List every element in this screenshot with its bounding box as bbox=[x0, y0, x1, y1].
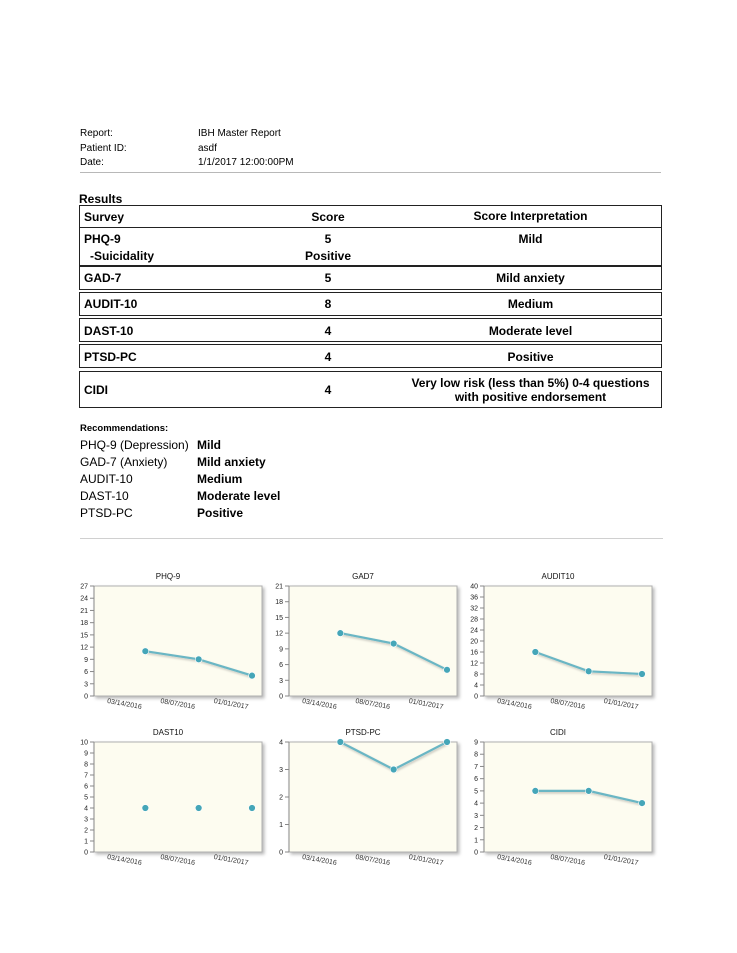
x-tick-label: 08/07/2016 bbox=[354, 697, 391, 711]
data-point bbox=[444, 666, 451, 673]
y-tick-label: 0 bbox=[474, 693, 478, 701]
x-tick-label: 03/14/2016 bbox=[301, 697, 338, 711]
recommendation-label: DAST-10 bbox=[80, 489, 129, 503]
y-tick-label: 3 bbox=[84, 816, 88, 824]
x-tick-label: 08/07/2016 bbox=[549, 697, 586, 711]
patient-id-value: asdf bbox=[198, 143, 217, 154]
recommendation-value: Mild anxiety bbox=[197, 455, 266, 469]
x-tick-label: 08/07/2016 bbox=[354, 853, 391, 867]
recommendation-value: Positive bbox=[197, 506, 244, 520]
header-survey: Survey bbox=[84, 210, 125, 224]
y-tick-label: 12 bbox=[470, 660, 478, 668]
chart-title: PHQ-9 bbox=[155, 572, 181, 581]
y-tick-label: 21 bbox=[275, 583, 283, 591]
y-tick-label: 20 bbox=[470, 638, 478, 646]
y-tick-label: 36 bbox=[470, 594, 478, 602]
row-score: 5 bbox=[324, 271, 332, 285]
row-interpretation: Mild bbox=[518, 232, 543, 246]
y-tick-label: 5 bbox=[84, 794, 88, 802]
recommendation-label: PHQ-9 (Depression) bbox=[80, 438, 189, 452]
y-tick-label: 16 bbox=[470, 649, 478, 657]
data-point bbox=[532, 787, 539, 794]
y-tick-label: 4 bbox=[279, 739, 283, 747]
y-tick-label: 7 bbox=[474, 763, 478, 771]
recommendation-label: PTSD-PC bbox=[80, 506, 133, 520]
row-survey: CIDI bbox=[84, 383, 108, 397]
chart-2 bbox=[275, 572, 457, 711]
recommendation-value: Medium bbox=[197, 472, 243, 486]
recommendations-title: Recommendations: bbox=[80, 423, 169, 434]
y-tick-label: 18 bbox=[80, 620, 88, 628]
y-tick-label: 1 bbox=[279, 822, 283, 829]
y-tick-label: 18 bbox=[275, 599, 283, 607]
row-score: 8 bbox=[324, 297, 332, 311]
x-tick-label: 03/14/2016 bbox=[496, 853, 533, 867]
chart-4 bbox=[80, 728, 262, 867]
chart-1 bbox=[80, 572, 262, 711]
data-point bbox=[195, 656, 202, 663]
y-tick-label: 2 bbox=[84, 827, 88, 835]
y-tick-label: 8 bbox=[474, 751, 478, 759]
data-point bbox=[142, 648, 149, 655]
x-tick-label: 01/01/2017 bbox=[408, 853, 444, 867]
data-point bbox=[337, 739, 344, 746]
y-tick-label: 3 bbox=[84, 681, 88, 689]
y-tick-label: 10 bbox=[80, 739, 88, 747]
chart-3 bbox=[470, 572, 652, 711]
row-survey: PHQ-9 bbox=[84, 232, 121, 246]
report-label: Report: bbox=[80, 128, 113, 139]
x-tick-label: 01/01/2017 bbox=[213, 853, 249, 867]
header-interpretation: Score Interpretation bbox=[473, 209, 588, 223]
data-point bbox=[249, 672, 256, 679]
recommendation-value: Mild bbox=[197, 438, 221, 452]
row-survey: DAST-10 bbox=[84, 324, 134, 338]
x-tick-label: 03/14/2016 bbox=[106, 697, 143, 711]
y-tick-label: 4 bbox=[474, 800, 478, 808]
y-tick-label: 2 bbox=[279, 794, 283, 802]
x-tick-label: 03/14/2016 bbox=[301, 853, 338, 867]
y-tick-label: 21 bbox=[80, 607, 88, 615]
data-point bbox=[390, 766, 397, 773]
y-tick-label: 7 bbox=[84, 772, 88, 780]
data-point bbox=[639, 800, 646, 807]
y-tick-label: 9 bbox=[84, 750, 88, 758]
header-score: Score bbox=[311, 210, 345, 224]
y-tick-label: 6 bbox=[84, 669, 88, 677]
chart-title: CIDI bbox=[550, 728, 566, 737]
y-tick-label: 40 bbox=[470, 583, 478, 591]
chart-plot-area bbox=[484, 742, 652, 852]
y-tick-label: 15 bbox=[80, 632, 88, 640]
row-interpretation: Positive bbox=[507, 350, 554, 364]
x-tick-label: 08/07/2016 bbox=[549, 853, 586, 867]
chart-plot-area bbox=[94, 742, 262, 852]
row-survey: PTSD-PC bbox=[84, 350, 137, 364]
y-tick-label: 8 bbox=[84, 761, 88, 769]
report-value: IBH Master Report bbox=[198, 128, 281, 139]
y-tick-label: 24 bbox=[80, 595, 88, 603]
recommendation-value: Moderate level bbox=[197, 489, 281, 503]
chart-plot-area bbox=[289, 586, 457, 696]
y-tick-label: 32 bbox=[470, 605, 478, 613]
row-interpretation: Moderate level bbox=[488, 324, 573, 338]
row-survey: GAD-7 bbox=[84, 271, 122, 285]
y-tick-label: 24 bbox=[470, 627, 478, 635]
data-point bbox=[585, 668, 592, 675]
data-point bbox=[249, 805, 256, 812]
data-point bbox=[585, 787, 592, 794]
recommendation-label: AUDIT-10 bbox=[80, 472, 133, 486]
x-tick-label: 03/14/2016 bbox=[106, 853, 143, 867]
y-tick-label: 15 bbox=[275, 614, 283, 622]
y-tick-label: 27 bbox=[80, 583, 88, 591]
y-tick-label: 5 bbox=[474, 788, 478, 796]
row-interpretation: Very low risk (less than 5%) 0-4 questions with positive endorsement bbox=[411, 376, 650, 404]
x-tick-label: 08/07/2016 bbox=[159, 697, 196, 711]
x-tick-label: 03/14/2016 bbox=[496, 697, 533, 711]
y-tick-label: 6 bbox=[279, 662, 283, 670]
patient-id-label: Patient ID: bbox=[80, 143, 127, 154]
chart-title: DAST10 bbox=[152, 728, 184, 737]
row-score: 5 bbox=[324, 232, 332, 246]
x-tick-label: 08/07/2016 bbox=[159, 853, 196, 867]
chart-title: PTSD-PC bbox=[345, 728, 381, 737]
y-tick-label: 9 bbox=[84, 656, 88, 664]
chart-title: GAD7 bbox=[352, 572, 374, 581]
x-tick-label: 01/01/2017 bbox=[213, 697, 249, 711]
row-interpretation: Mild anxiety bbox=[496, 271, 565, 285]
y-tick-label: 0 bbox=[474, 849, 478, 857]
recommendation-label: GAD-7 (Anxiety) bbox=[80, 455, 168, 469]
data-point bbox=[444, 739, 451, 746]
row-score: 4 bbox=[324, 350, 332, 364]
y-tick-label: 6 bbox=[84, 783, 88, 791]
data-point bbox=[639, 671, 646, 678]
y-tick-label: 9 bbox=[279, 646, 283, 654]
y-tick-label: 0 bbox=[279, 849, 283, 857]
chart-6 bbox=[474, 728, 652, 867]
x-tick-label: 01/01/2017 bbox=[603, 853, 639, 867]
y-tick-label: 3 bbox=[474, 812, 478, 820]
y-tick-label: 4 bbox=[84, 805, 88, 813]
chart-5 bbox=[279, 728, 457, 867]
y-tick-label: 2 bbox=[474, 825, 478, 833]
y-tick-label: 4 bbox=[474, 682, 478, 690]
y-tick-label: 1 bbox=[474, 837, 478, 845]
row-score: 4 bbox=[324, 324, 332, 338]
data-point bbox=[195, 805, 202, 812]
y-tick-label: 1 bbox=[84, 838, 88, 846]
chart-plot-area bbox=[94, 586, 262, 696]
y-tick-label: 0 bbox=[84, 693, 88, 701]
y-tick-label: 12 bbox=[80, 644, 88, 652]
y-tick-label: 3 bbox=[279, 677, 283, 685]
row-sub-survey: -Suicidality bbox=[90, 249, 155, 263]
chart-title: AUDIT10 bbox=[541, 572, 575, 581]
y-tick-label: 0 bbox=[279, 693, 283, 701]
data-point bbox=[142, 805, 149, 812]
row-interpretation: Medium bbox=[507, 297, 554, 311]
row-score: 4 bbox=[324, 383, 332, 397]
y-tick-label: 6 bbox=[474, 776, 478, 784]
chart-plot-area bbox=[484, 586, 652, 696]
date-label: Date: bbox=[80, 157, 104, 168]
y-tick-label: 0 bbox=[84, 849, 88, 857]
row-sub-score: Positive bbox=[304, 249, 352, 263]
x-tick-label: 01/01/2017 bbox=[408, 697, 444, 711]
date-value: 1/1/2017 12:00:00PM bbox=[198, 157, 294, 168]
row-survey: AUDIT-10 bbox=[84, 297, 138, 311]
y-tick-label: 8 bbox=[474, 671, 478, 679]
y-tick-label: 3 bbox=[279, 767, 283, 774]
results-title: Results bbox=[79, 192, 123, 206]
x-tick-label: 01/01/2017 bbox=[603, 697, 639, 711]
data-point bbox=[390, 640, 397, 647]
y-tick-label: 12 bbox=[275, 630, 283, 638]
y-tick-label: 28 bbox=[470, 616, 478, 624]
data-point bbox=[337, 630, 344, 637]
y-tick-label: 9 bbox=[474, 739, 478, 747]
data-point bbox=[532, 649, 539, 656]
